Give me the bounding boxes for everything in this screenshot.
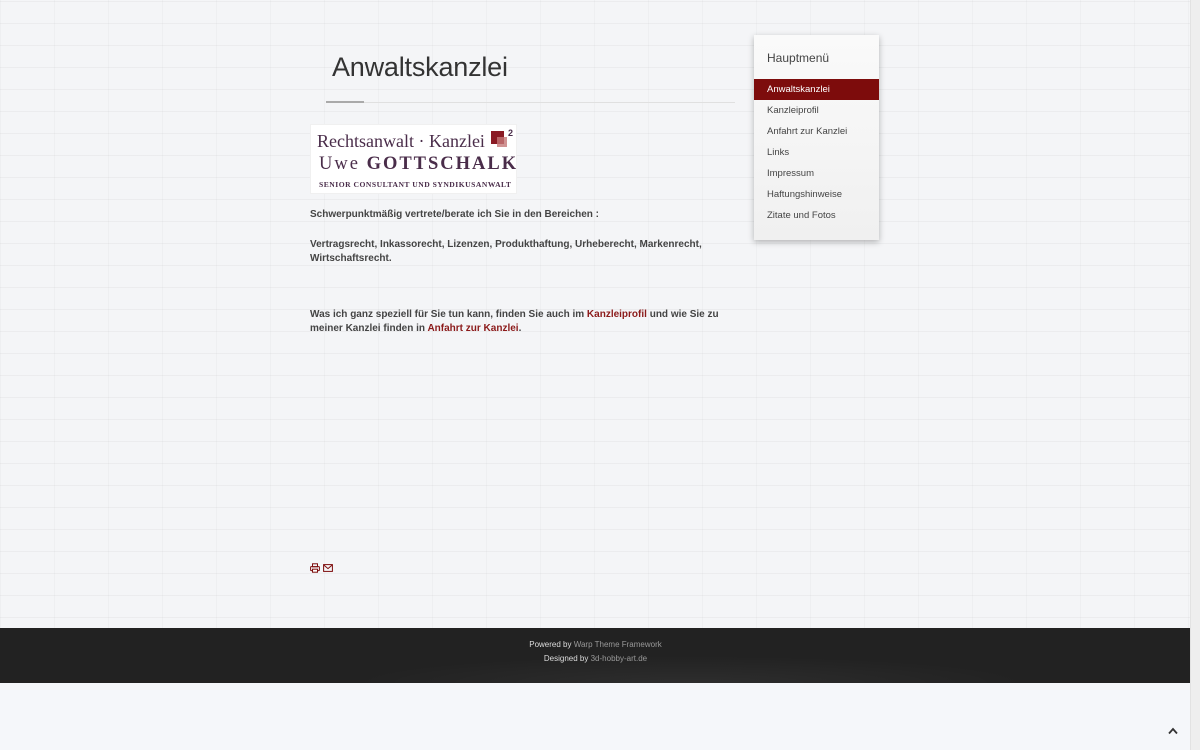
main-menu <box>754 79 879 226</box>
closing-part3: . <box>518 323 522 334</box>
footer-designed <box>0 652 1191 666</box>
kanzlei-logo <box>310 124 517 194</box>
logo-line2 <box>319 154 518 175</box>
logo-square-light <box>497 137 507 147</box>
closing-paragraph <box>310 308 735 336</box>
logo-superscript: 2 <box>508 128 514 138</box>
link-kanzleiprofil[interactable]: Kanzleiprofil <box>586 309 647 320</box>
menu-item-zitate[interactable]: Zitate und Fotos <box>767 210 836 221</box>
bottom-area <box>0 683 1191 750</box>
footer-powered-prefix: Powered by <box>529 640 572 649</box>
menu-item-anwaltskanzlei[interactable]: Anwaltskanzlei <box>754 79 879 100</box>
print-icon[interactable] <box>310 563 320 573</box>
title-divider <box>326 102 735 103</box>
footer-warp-link[interactable]: Warp Theme Framework <box>573 640 662 649</box>
menu-item-anfahrt[interactable]: Anfahrt zur Kanzlei <box>767 126 848 137</box>
page-title: Anwaltskanzlei <box>332 52 508 82</box>
footer-designer-link[interactable]: 3d-hobby-art.de <box>590 654 648 663</box>
footer-designed-prefix: Designed by <box>543 654 589 663</box>
practice-areas-text: Vertragsrecht, Inkassorecht, Lizenzen, Produkthaftung, Urheberecht, Markenrecht, Wirtschaftsrecht. <box>310 239 702 264</box>
scroll-to-top-button[interactable] <box>1166 724 1180 736</box>
logo-first-name: Uwe <box>319 154 360 174</box>
logo-line3: SENIOR CONSULTANT UND SYNDIKUSANWALT <box>319 180 512 189</box>
logo-line1: Rechtsanwalt · Kanzlei <box>317 131 485 151</box>
scrollbar[interactable] <box>1190 0 1200 750</box>
menu-item-links[interactable]: Links <box>767 147 790 158</box>
footer-powered <box>0 638 1191 652</box>
intro-text: Schwerpunktmäßig vertrete/berate ich Sie in den Bereichen : <box>310 209 599 220</box>
sidebar-title: Hauptmenü <box>767 51 830 65</box>
menu-item-kanzleiprofil[interactable]: Kanzleiprofil <box>767 105 819 116</box>
menu-item-impressum[interactable]: Impressum <box>767 168 814 179</box>
sidebar-main-menu <box>754 35 879 240</box>
link-anfahrt[interactable]: Anfahrt zur Kanzlei <box>427 323 519 334</box>
email-icon[interactable] <box>323 563 333 573</box>
article-actions <box>310 563 333 573</box>
chevron-up-icon <box>1168 727 1178 735</box>
logo-last-name: GOTTSCHALK <box>366 154 519 174</box>
main-content <box>310 40 735 346</box>
menu-item-haftungshinweise[interactable]: Haftungshinweise <box>767 189 842 200</box>
footer <box>0 628 1191 683</box>
closing-part2: und wie Sie zu meiner Kanzlei finden in <box>310 309 719 334</box>
closing-part1: Was ich ganz speziell für Sie tun kann, finden Sie auch im <box>310 309 585 320</box>
